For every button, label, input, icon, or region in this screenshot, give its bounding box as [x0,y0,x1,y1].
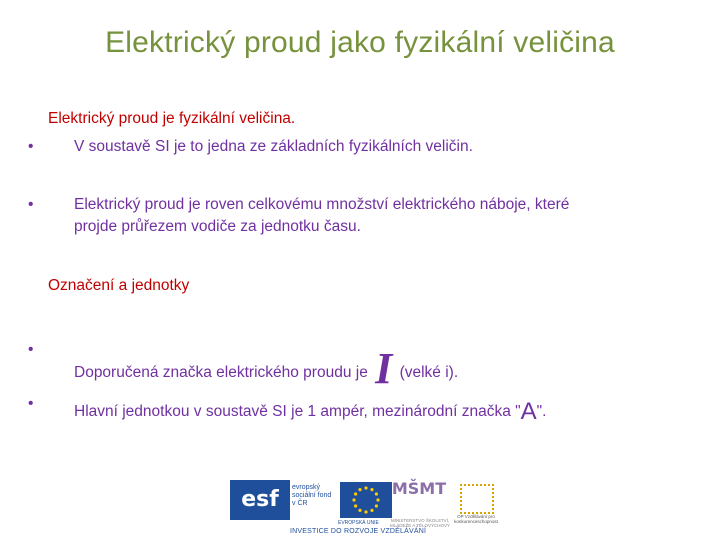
current-symbol: I [375,344,393,393]
unit-symbol: A [520,398,537,425]
msmt-caption: MINISTERSTVO ŠKOLSTVÍ, MLÁDEŽE A TĚLOVÝCHOVY [390,518,450,528]
intro-text: Elektrický proud je fyzikální veličina. [48,110,296,127]
bullet-text: V soustavě SI je to jedna ze základních fyzikálních veličin. [74,138,473,155]
footer-logos [228,478,508,540]
bullet-item-definition [0,196,720,240]
esf-logo: esf [230,480,290,520]
bullet-unit-content [74,395,546,423]
bullet-item-unit [0,395,720,425]
slide-title: Elektrický proud jako fyzikální veličina [105,26,615,59]
footer-caption: INVESTICE DO ROZVOJE VZDĚLÁVÁNÍ [290,528,427,535]
op-caption: OP Vzdělávání pro konkurenceschopnost [454,514,498,524]
msmt-logo: MŠMT [391,479,447,498]
section-heading: Označení a jednotky [48,277,190,294]
eu-caption: EVROPSKÁ UNIE [338,520,379,526]
bullet-marker: • [28,196,34,213]
eu-flag-icon [340,482,392,518]
bullet-marker: • [28,341,34,358]
bullet-text-line1: Elektrický proud je roven celkovému množství elektrického náboje, které [74,196,570,213]
symbol-text-before: Doporučená značka elektrického proudu je [74,364,368,381]
bullet-marker: • [28,395,34,412]
esf-text: evropský sociální fond v ČR [292,484,332,507]
unit-text-after: ". [536,403,547,420]
bullet-item-symbol [0,337,720,393]
bullet-symbol-content [74,337,459,393]
symbol-text-after: (velké i). [399,364,459,381]
bullet-marker: • [28,138,34,155]
unit-text-before: Hlavní jednotkou v soustavě SI je 1 ampér, mezinárodní značka " [74,403,521,420]
bullet-text-line2: projde průřezem vodiče za jednotku času. [74,218,361,235]
op-logo-icon [460,484,494,514]
